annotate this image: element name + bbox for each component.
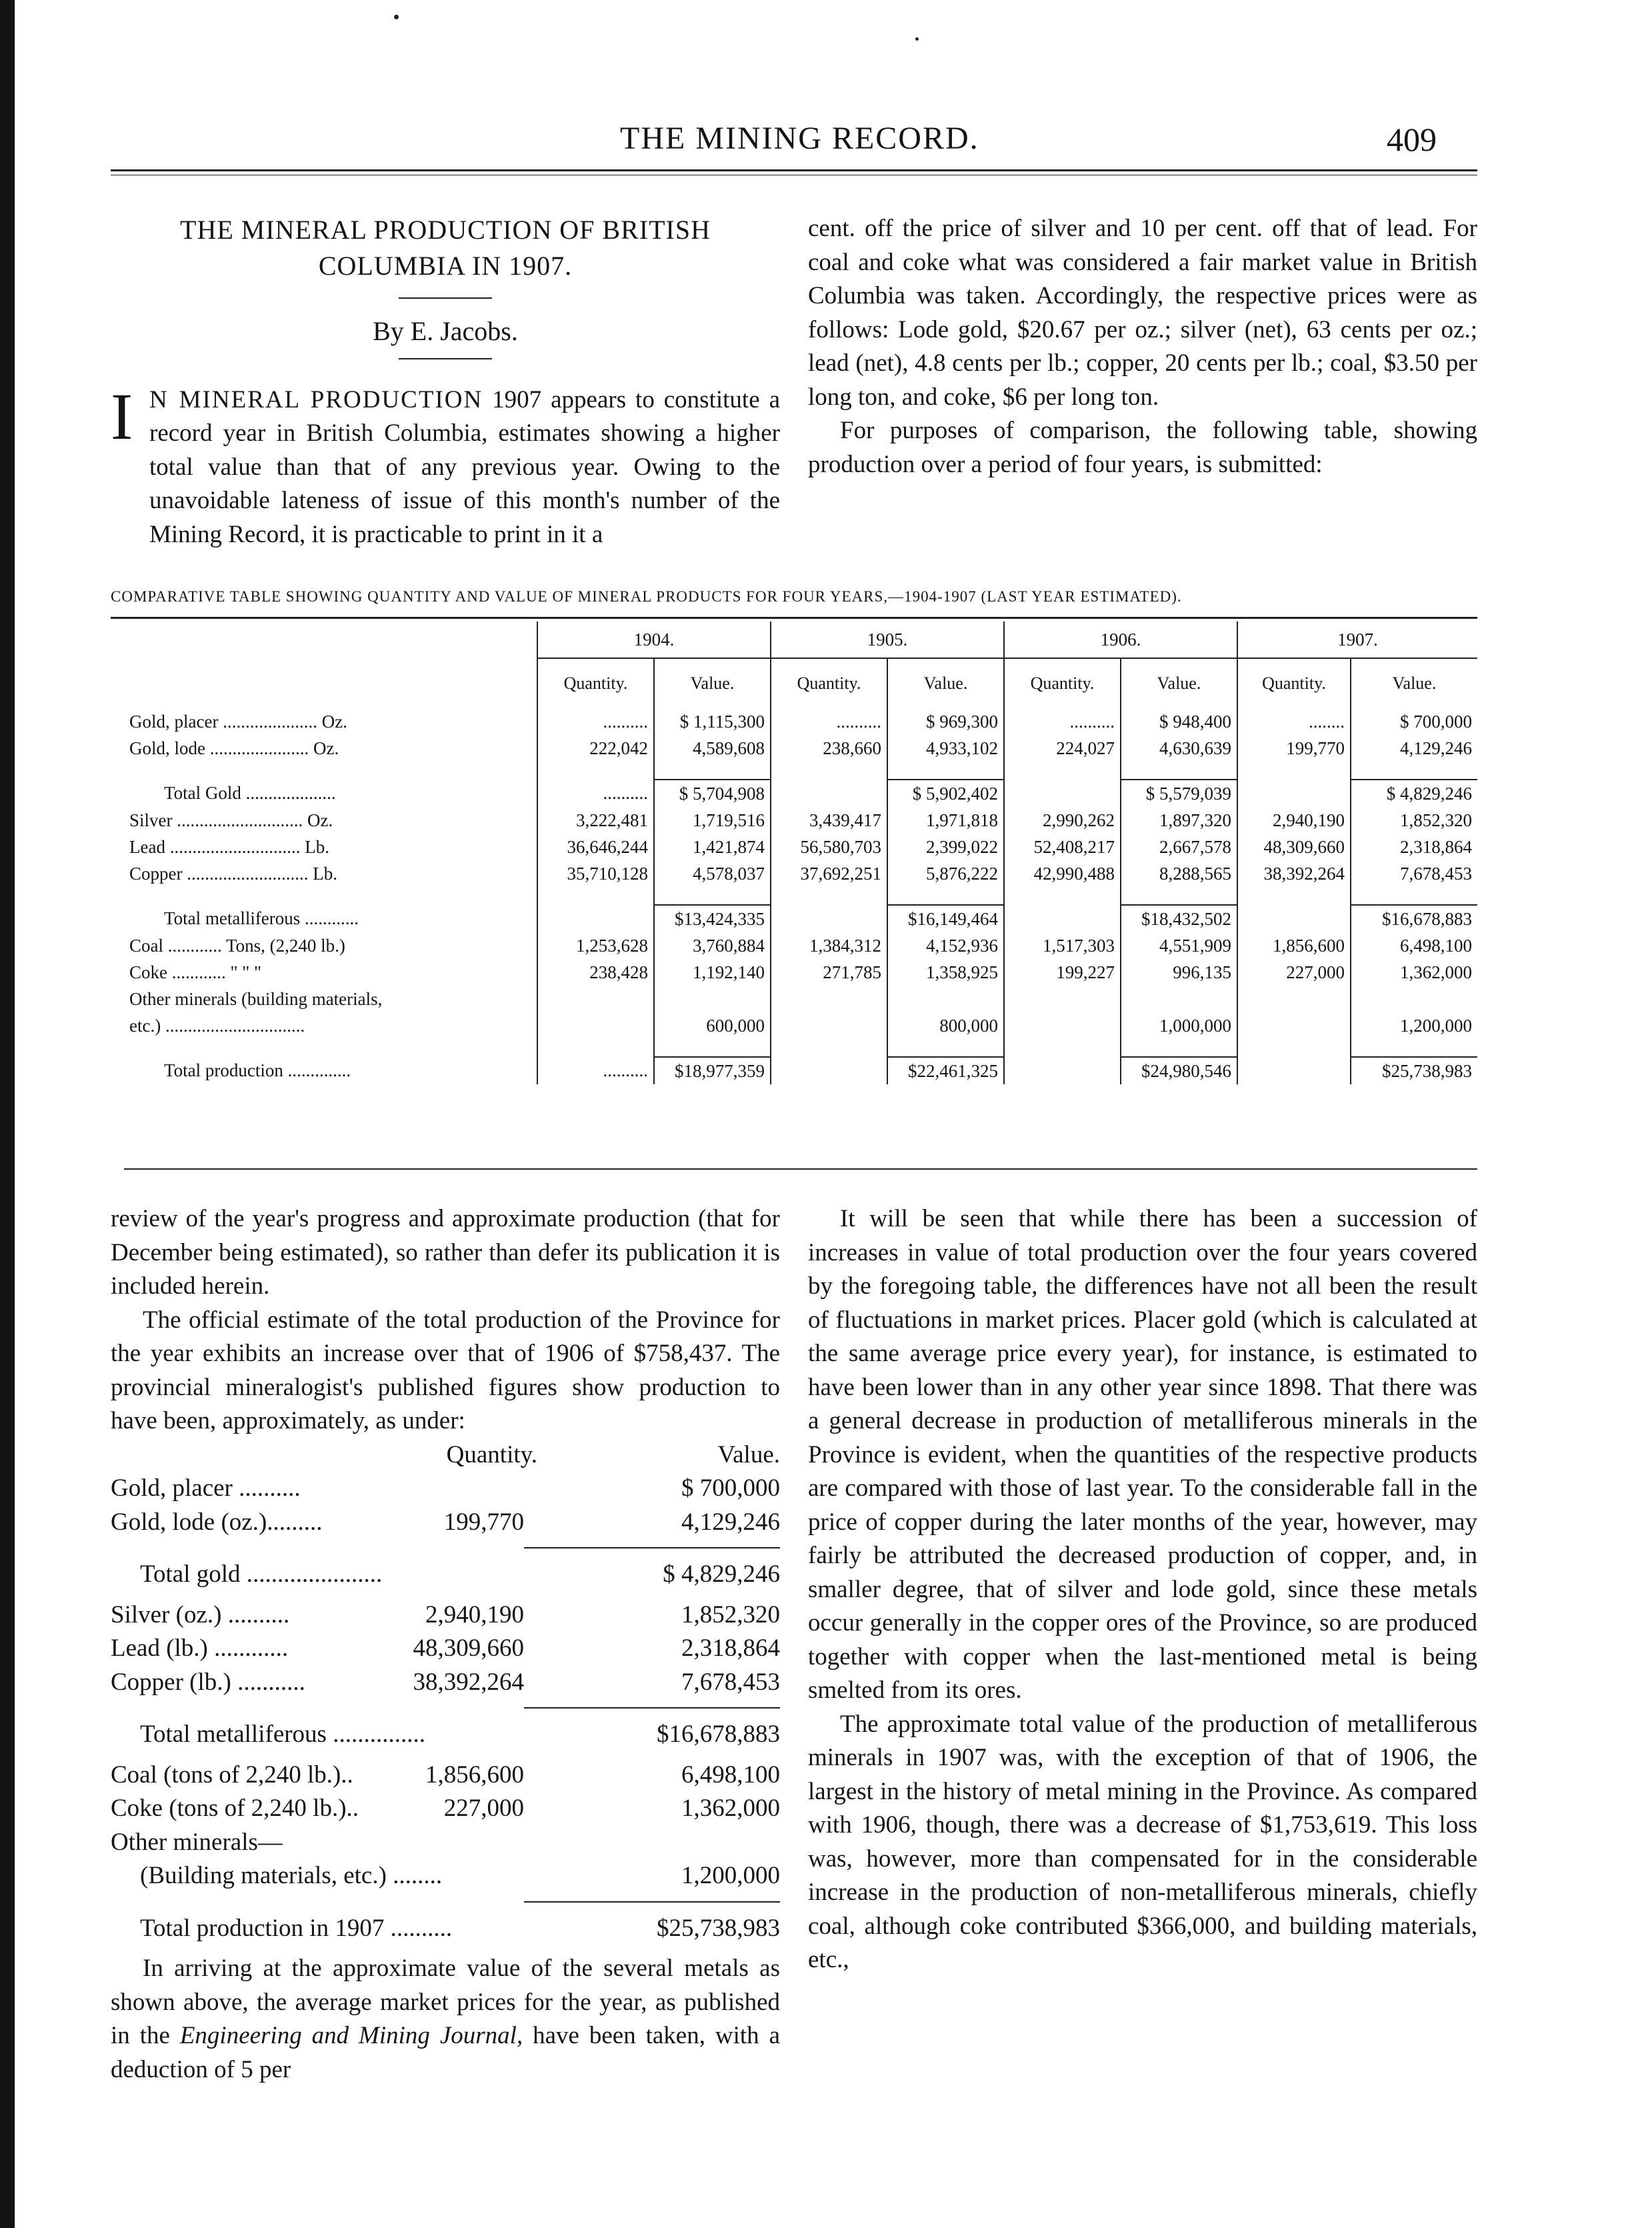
value-cell: $25,738,983 [1351,1057,1477,1084]
quantity-cell: .......... [771,708,887,735]
summary-value: 1,200,000 [681,1862,780,1889]
summary-row [111,1859,780,1893]
quantity-cell: 238,660 [771,735,887,762]
table-row [124,959,1477,986]
paragraph-text: In arriving at the approximate value of the several metals as shown above, the average market prices for the year, as published in the [111,1955,780,2049]
quantity-header: Quantity. [1237,658,1351,708]
quantity-cell: .......... [537,1057,654,1084]
quantity-cell [1004,1057,1121,1084]
quantity-cell: 38,392,264 [1237,860,1351,887]
value-cell: $24,980,546 [1121,1057,1237,1084]
table-corner [124,622,537,658]
paragraph: The official estimate of the total production of the Province for the year exhibits an increase over that of 1906 of $758,437. The provincial mineralogist's published figures show production to have been, approximately, as under: [111,1306,780,1434]
quantity-cell [1237,905,1351,932]
spacer-cell [654,1039,771,1057]
summary-value: 7,678,453 [681,1668,780,1696]
quantity-cell [1004,780,1121,807]
row-label: Total metalliferous ............ [164,908,359,928]
summary-gap [111,1945,780,1952]
spacer-cell [1237,887,1351,905]
value-cell: 996,135 [1121,959,1237,986]
table-row [124,1012,1477,1039]
value-cell: 1,719,516 [654,807,771,834]
article-title [111,212,780,284]
summary-table [111,1438,780,1953]
value-cell: 7,678,453 [1351,860,1477,887]
quantity-cell [771,1012,887,1039]
summary-row [111,1718,780,1752]
summary-header [111,1438,780,1472]
spacer-cell [537,762,654,780]
summary-value: 1,852,320 [681,1600,780,1628]
summary-quantity [413,1558,553,1592]
page-spine-edge [0,0,15,2228]
value-header: Value. [1351,658,1477,708]
quantity-cell: 37,692,251 [771,860,887,887]
quantity-cell [537,986,654,1012]
summary-value: 2,318,864 [681,1634,780,1662]
quantity-cell [771,1057,887,1084]
value-cell: $ 1,115,300 [654,708,771,735]
summary-label: (Building materials, etc.) ........ [140,1862,443,1889]
value-cell: $ 4,829,246 [1351,780,1477,807]
value-cell: 1,358,925 [887,959,1004,986]
paragraph-text: have been taken, with a deduction of 5 per [111,2022,781,2083]
value-cell [887,986,1004,1012]
summary-quantity [413,1859,553,1893]
row-label: Total Gold .................... [164,783,336,803]
summary-row [111,1826,780,1860]
summary-label: Total production in 1907 .......... [140,1914,453,1942]
summary-quantity [413,1718,553,1752]
quantity-cell [1004,1012,1121,1039]
summary-quantity [384,1826,524,1860]
value-cell: 4,578,037 [654,860,771,887]
table-bottom-rule [124,1168,1477,1170]
value-cell: 4,589,608 [654,735,771,762]
quantity-cell: 199,227 [1004,959,1121,986]
spacer-cell [1237,762,1351,780]
value-cell: 1,200,000 [1351,1012,1477,1039]
value-cell: 4,933,102 [887,735,1004,762]
summary-quantity: 38,392,264 [413,1668,524,1696]
quantity-cell [771,986,887,1012]
spacer-cell [1351,887,1477,905]
value-cell: 2,399,022 [887,834,1004,860]
summary-label: Other minerals— [111,1828,283,1856]
summary-value: $ 700,000 [681,1474,780,1502]
quantity-cell: 35,710,128 [537,860,654,887]
value-cell: $ 5,902,402 [887,780,1004,807]
row-label: Lead ............................. Lb. [129,836,329,857]
spacer-cell [1121,762,1237,780]
intro-text: 1907 appears to constitute a record year in British Columbia, estimates showing a higher total value than that of any previous year. Owing to the unavoidable lateness of issue of this month's number of the Mining Record, it is practicable to print in it a [149,385,780,548]
summary-row [111,1506,780,1540]
table-row [124,860,1477,887]
spacer-cell [1237,1039,1351,1057]
value-cell: 600,000 [654,1012,771,1039]
summary-rule [524,1547,780,1548]
summary-quantity: 48,309,660 [413,1634,524,1662]
quantity-cell: 1,517,303 [1004,932,1121,959]
spacer-cell [887,1039,1004,1057]
summary-quantity [384,1472,524,1506]
quantity-cell: .......... [537,708,654,735]
value-cell: $18,977,359 [654,1057,771,1084]
summary-label: Silver (oz.) .......... [111,1600,290,1628]
value-cell [1351,986,1477,1012]
table-row [124,708,1477,735]
quantity-cell: 36,646,244 [537,834,654,860]
summary-label: Total gold ...................... [140,1560,383,1588]
paragraph [111,1952,780,2087]
spacer-cell [1121,1039,1237,1057]
value-cell: $16,678,883 [1351,905,1477,932]
row-label: Gold, lode ...................... Oz. [129,738,339,758]
table-row [124,932,1477,959]
quantity-header: Quantity. [537,658,654,708]
quantity-cell: 48,309,660 [1237,834,1351,860]
table-year-header-row [124,622,1477,658]
summary-label: Coke (tons of 2,240 lb.).. [111,1795,359,1822]
summary-row [111,1472,780,1506]
intro-paragraph [111,379,780,552]
byline-rule [399,358,492,359]
value-cell [654,986,771,1012]
summary-row [111,1632,780,1666]
table-row [124,735,1477,762]
year-header: 1904. [537,622,771,658]
spacer-cell [1004,1039,1121,1057]
value-cell: 1,192,140 [654,959,771,986]
row-label: Total production .............. [164,1060,351,1080]
summary-value: $16,678,883 [657,1721,780,1748]
value-cell: 1,852,320 [1351,807,1477,834]
quantity-cell: 2,990,262 [1004,807,1121,834]
quantity-cell [1237,780,1351,807]
running-head [0,115,1652,161]
value-cell: 1,362,000 [1351,959,1477,986]
value-cell: 4,129,246 [1351,735,1477,762]
quantity-cell [1004,905,1121,932]
ink-speck [394,15,399,19]
quantity-cell [1004,986,1121,1012]
quantity-cell [771,780,887,807]
spacer-cell [124,887,537,905]
table-body [124,708,1477,1084]
value-cell: 4,152,936 [887,932,1004,959]
journal-title: Engineering and Mining Journal, [179,2022,523,2049]
table-row [124,986,1477,1012]
table-caption: COMPARATIVE TABLE SHOWING QUANTITY AND VALUE OF MINERAL PRODUCTS FOR FOUR YEARS,—1904-1907 (LAST YEAR ESTIMATED). [111,588,1182,605]
spacer-cell [771,1039,887,1057]
quantity-cell: 42,990,488 [1004,860,1121,887]
quantity-cell: 222,042 [537,735,654,762]
ink-speck [915,37,919,41]
row-label: etc.) ............................... [129,1015,305,1036]
quantity-cell [1237,986,1351,1012]
value-cell: 2,667,578 [1121,834,1237,860]
value-cell [1121,986,1237,1012]
table-sub-header-row [124,658,1477,708]
spacer-cell [124,1039,537,1057]
summary-value [537,1826,780,1860]
summary-quantity: 227,000 [443,1795,524,1822]
value-header: Value. [654,658,771,708]
page-number: 409 [1387,121,1437,158]
value-cell: $16,149,464 [887,905,1004,932]
quantity-cell: 3,439,417 [771,807,887,834]
year-header: 1905. [771,622,1004,658]
row-label: Silver ............................ Oz. [129,810,333,830]
quantity-header: Quantity. [771,658,887,708]
head-rule [111,169,1477,171]
summary-row [111,1792,780,1826]
row-label: Copper ........................... Lb. [129,863,337,884]
value-cell: $13,424,335 [654,905,771,932]
article-title-line: COLUMBIA IN 1907. [318,251,573,281]
year-header: 1906. [1004,622,1237,658]
summary-rows [111,1472,780,1952]
spacer-cell [124,762,537,780]
value-cell: 800,000 [887,1012,1004,1039]
value-cell: $ 969,300 [887,708,1004,735]
summary-gap [111,1752,780,1759]
quantity-cell: 1,384,312 [771,932,887,959]
summary-quantity: 2,940,190 [425,1600,524,1628]
summary-label: Copper (lb.) ........... [111,1668,305,1696]
value-cell: 1,000,000 [1121,1012,1237,1039]
spacer-cell [887,762,1004,780]
value-cell: $18,432,502 [1121,905,1237,932]
spacer-cell [654,887,771,905]
quantity-cell: 3,222,481 [537,807,654,834]
spacer-cell [537,1039,654,1057]
row-label: Gold, placer ..................... Oz. [129,711,347,732]
spacer-cell [1351,1039,1477,1057]
value-cell: 2,318,864 [1351,834,1477,860]
paragraph: For purposes of comparison, the following table, showing production over a period of four years, is submitted: [808,417,1477,478]
quantity-cell: 224,027 [1004,735,1121,762]
value-cell: 8,288,565 [1121,860,1237,887]
title-rule [399,297,492,299]
summary-value: 4,129,246 [681,1508,780,1536]
summary-row [111,1759,780,1793]
summary-label: Total metalliferous ............... [140,1721,425,1748]
value-cell: 4,551,909 [1121,932,1237,959]
paragraph: The approximate total value of the production of metalliferous minerals in 1907 was, with the exception of that of 1906, the largest in the history of metal mining in the Province. As compared with 1906, though, there was a decrease of $1,753,619. This loss was, however, more than compensated for in the considerable increase in the production of non-metalliferous minerals, chiefly coal, although coke contributed $366,000, and building materials, etc., [808,1710,1477,1973]
summary-label: Lead (lb.) ............ [111,1634,289,1662]
spacer-cell [654,762,771,780]
summary-quantity [413,1912,553,1946]
summary-value: 1,362,000 [681,1795,780,1822]
summary-value-header: Value. [717,1440,780,1468]
value-cell: $ 948,400 [1121,708,1237,735]
table-spacer-row [124,1039,1477,1057]
quantity-cell: 238,428 [537,959,654,986]
summary-rule [524,1901,780,1903]
quantity-cell: .......... [537,780,654,807]
summary-row [111,1598,780,1632]
row-label: Other minerals (building materials, [129,988,383,1009]
quantity-cell: 1,856,600 [1237,932,1351,959]
value-cell: 5,876,222 [887,860,1004,887]
value-cell: 6,498,100 [1351,932,1477,959]
summary-value: $ 4,829,246 [663,1560,780,1588]
byline: By E. Jacobs. [373,316,518,346]
summary-quantity: 1,856,600 [425,1761,524,1789]
quantity-cell: 271,785 [771,959,887,986]
table-row [124,834,1477,860]
table-top-rule [111,617,1477,619]
quantity-cell [1237,1057,1351,1084]
row-label: Coal ............ Tons, (2,240 lb.) [129,935,345,956]
summary-label: Gold, lode (oz.)......... [111,1508,323,1536]
quantity-cell: .......... [1004,708,1121,735]
table-row [124,1057,1477,1084]
article-title-line: THE MINERAL PRODUCTION OF BRITISH [180,215,711,245]
spacer-cell [771,887,887,905]
spacer-cell [1004,762,1121,780]
spacer-cell [537,887,654,905]
summary-value: 6,498,100 [681,1761,780,1789]
quantity-cell: 199,770 [1237,735,1351,762]
summary-label: Gold, placer .......... [111,1474,301,1502]
spacer-cell [1121,887,1237,905]
value-header: Value. [1121,658,1237,708]
quantity-cell [1237,1012,1351,1039]
quantity-cell: 227,000 [1237,959,1351,986]
quantity-cell [537,1012,654,1039]
value-cell: $ 5,704,908 [654,780,771,807]
value-cell: 3,760,884 [654,932,771,959]
table-row [124,807,1477,834]
quantity-cell [537,905,654,932]
value-cell: 4,630,639 [1121,735,1237,762]
right-column-bottom [808,1202,1477,1977]
paragraph: cent. off the price of silver and 10 per cent. off that of lead. For coal and coke what was considered a fair market value in British Columbia was taken. Accordingly, the respective prices were as follows: Lode gold, $20.67 per oz.; silver (net), 63 cents per oz.; lead (net), 4.8 cents per lb.; copper, 20 cents per lb.; coal, $3.50 per long ton, and coke, $6 per long ton. [808,215,1477,411]
paragraph: It will be seen that while there has been a succession of increases in value of total production over the four years covered by the foregoing table, the differences have not all been the result of fluctuations in market prices. Placer gold (which is calculated at the same average price every year), for instance, is estimated to have been lower than in any other year since 1898. That there was a general decrease in production of metalliferous minerals in the Province is evident, when the quantities of the respective products are compared with those of last year. To the considerable fall in the price of copper during the later months of the year, however, may fairly be attributed the decreased production of copper, and, in smaller degree, that of silver and lode gold, since these metals occur generally in the copper ores of the Province, so are produced together with copper when the last-mentioned metal is being smelted from its ores. [808,1205,1477,1704]
paragraph: review of the year's progress and approximate production (that for December being estimated), so rather than defer its publication it is included herein. [111,1205,780,1300]
value-cell: $ 5,579,039 [1121,780,1237,807]
value-cell: $22,461,325 [887,1057,1004,1084]
value-cell: 1,971,818 [887,807,1004,834]
summary-value: $25,738,983 [657,1914,780,1942]
comparative-table [124,622,1477,1084]
table-row [124,780,1477,807]
quantity-cell: 56,580,703 [771,834,887,860]
right-column-top [808,212,1477,481]
table-spacer-row [124,887,1477,905]
summary-rule [524,1707,780,1709]
spacer-cell [771,762,887,780]
value-cell: $ 700,000 [1351,708,1477,735]
table-spacer-row [124,762,1477,780]
summary-gap [111,1592,780,1598]
quantity-header: Quantity. [1004,658,1121,708]
table-row [124,905,1477,932]
quantity-cell [771,905,887,932]
summary-row [111,1912,780,1946]
value-cell: 1,897,320 [1121,807,1237,834]
summary-row [111,1666,780,1700]
spacer-cell [1004,887,1121,905]
spacer-cell [887,887,1004,905]
running-title: THE MINING RECORD. [620,121,979,156]
drop-cap: I [111,379,133,453]
summary-label: Coal (tons of 2,240 lb.).. [111,1761,353,1789]
year-header: 1907. [1237,622,1477,658]
summary-row [111,1558,780,1592]
summary-quantity: 199,770 [443,1508,524,1536]
spacer-cell [1351,762,1477,780]
row-label: Coke ............ " " " [129,962,262,982]
value-header: Value. [887,658,1004,708]
summary-quantity-header: Quantity. [446,1440,537,1468]
quantity-cell: 1,253,628 [537,932,654,959]
quantity-cell: 52,408,217 [1004,834,1121,860]
intro-lead-caps: N MINERAL PRODUCTION [149,385,483,413]
quantity-cell: ........ [1237,708,1351,735]
quantity-cell: 2,940,190 [1237,807,1351,834]
left-column-bottom [111,1202,780,2087]
table-corner [124,658,537,708]
value-cell: 1,421,874 [654,834,771,860]
left-column-top [111,212,780,551]
